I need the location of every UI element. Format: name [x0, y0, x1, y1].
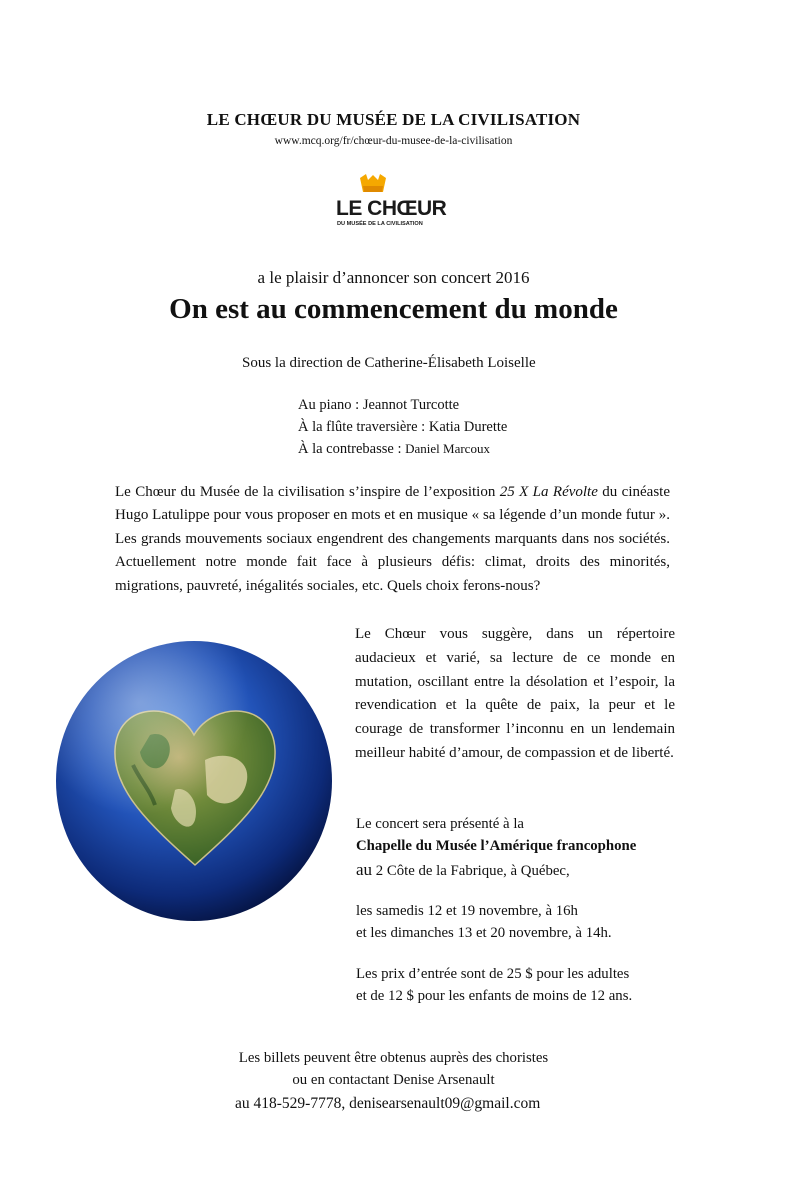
exhibition-title: 25 X La Révolte [499, 484, 598, 500]
announcement: a le plaisir d’annoncer son concert 2016 [257, 268, 530, 287]
musician-flute [298, 419, 507, 436]
tickets-contact: ou en contactant Denise Arsenault [292, 1072, 495, 1088]
logo-wordmark: LE CHŒUR [336, 197, 447, 220]
crown-logo-icon [358, 172, 388, 194]
intro-paragraph [115, 481, 670, 598]
musician-name: Jeannot Turcotte [362, 397, 460, 413]
musician-name: Daniel Marcoux [405, 441, 490, 456]
intro-text-start: Le Chœur du Musée de la civilisation s’inspire de l’exposition [115, 484, 500, 500]
musician-role: Au piano : [298, 397, 363, 413]
logo-subtitle: DU MUSÉE DE LA CIVILISATION [337, 221, 423, 227]
address-text: 2 Côte de la Fabrique, à Québec, [372, 863, 570, 879]
tickets-info: Les billets peuvent être obtenus auprès des choristes [238, 1050, 549, 1066]
venue-address [356, 860, 570, 880]
choir-logo [336, 172, 446, 232]
price-children: et de 12 $ pour les enfants de moins de 12 ans. [356, 988, 633, 1004]
dates-saturdays: les samedis 12 et 19 novembre, à 16h [356, 903, 578, 919]
musician-piano [298, 397, 459, 414]
musician-bass [298, 441, 490, 458]
heart-globe-image [55, 640, 333, 922]
concert-title: On est au commencement du monde [169, 293, 618, 325]
director-credit: Sous la direction de Catherine-Élisabeth Loiselle [242, 355, 536, 371]
dates-sundays: et les dimanches 13 et 20 novembre, à 14h. [356, 925, 612, 941]
musician-role: À la flûte traversière : [298, 419, 429, 435]
header-title: LE CHŒUR DU MUSÉE DE LA CIVILISATION [206, 110, 581, 129]
venue-intro: Le concert sera présenté à la [356, 816, 525, 832]
price-adults: Les prix d’entrée sont de 25 $ pour les adultes [356, 966, 630, 982]
musician-name: Katia Durette [428, 419, 508, 435]
venue-name: Chapelle du Musée l’Amérique francophone [356, 838, 637, 854]
intro-text-end: du cinéaste Hugo Latulippe pour vous proposer en mots et en musique « sa légende d’un monde futur ». Les grands mouvements sociaux engendrent des changements marquants dans nos sociétés. Actuellement notre monde fait face à plusieurs défis: climat, droits des minorités, migrations, pauvreté, inégalités sociales, etc. Quels choix ferons-nous? [115, 484, 670, 594]
address-prefix: au [356, 860, 373, 879]
repertoire-paragraph: Le Chœur vous suggère, dans un répertoire audacieux et varié, sa lecture de ce monde en mutation, oscillant entre la désolation et l’espoir, la revendication et la quête de paix, la peur et le courage de transformer l’inconnu en un lendemain meilleur habité d’amour, de compassion et de liberté. [355, 626, 675, 761]
header-url[interactable]: www.mcq.org/fr/chœur-du-musee-de-la-civilisation [274, 135, 513, 147]
contact-details[interactable]: au 418-529-7778, denisearsenault09@gmail.com [235, 1095, 541, 1112]
musician-role: À la contrebasse : [298, 441, 406, 457]
